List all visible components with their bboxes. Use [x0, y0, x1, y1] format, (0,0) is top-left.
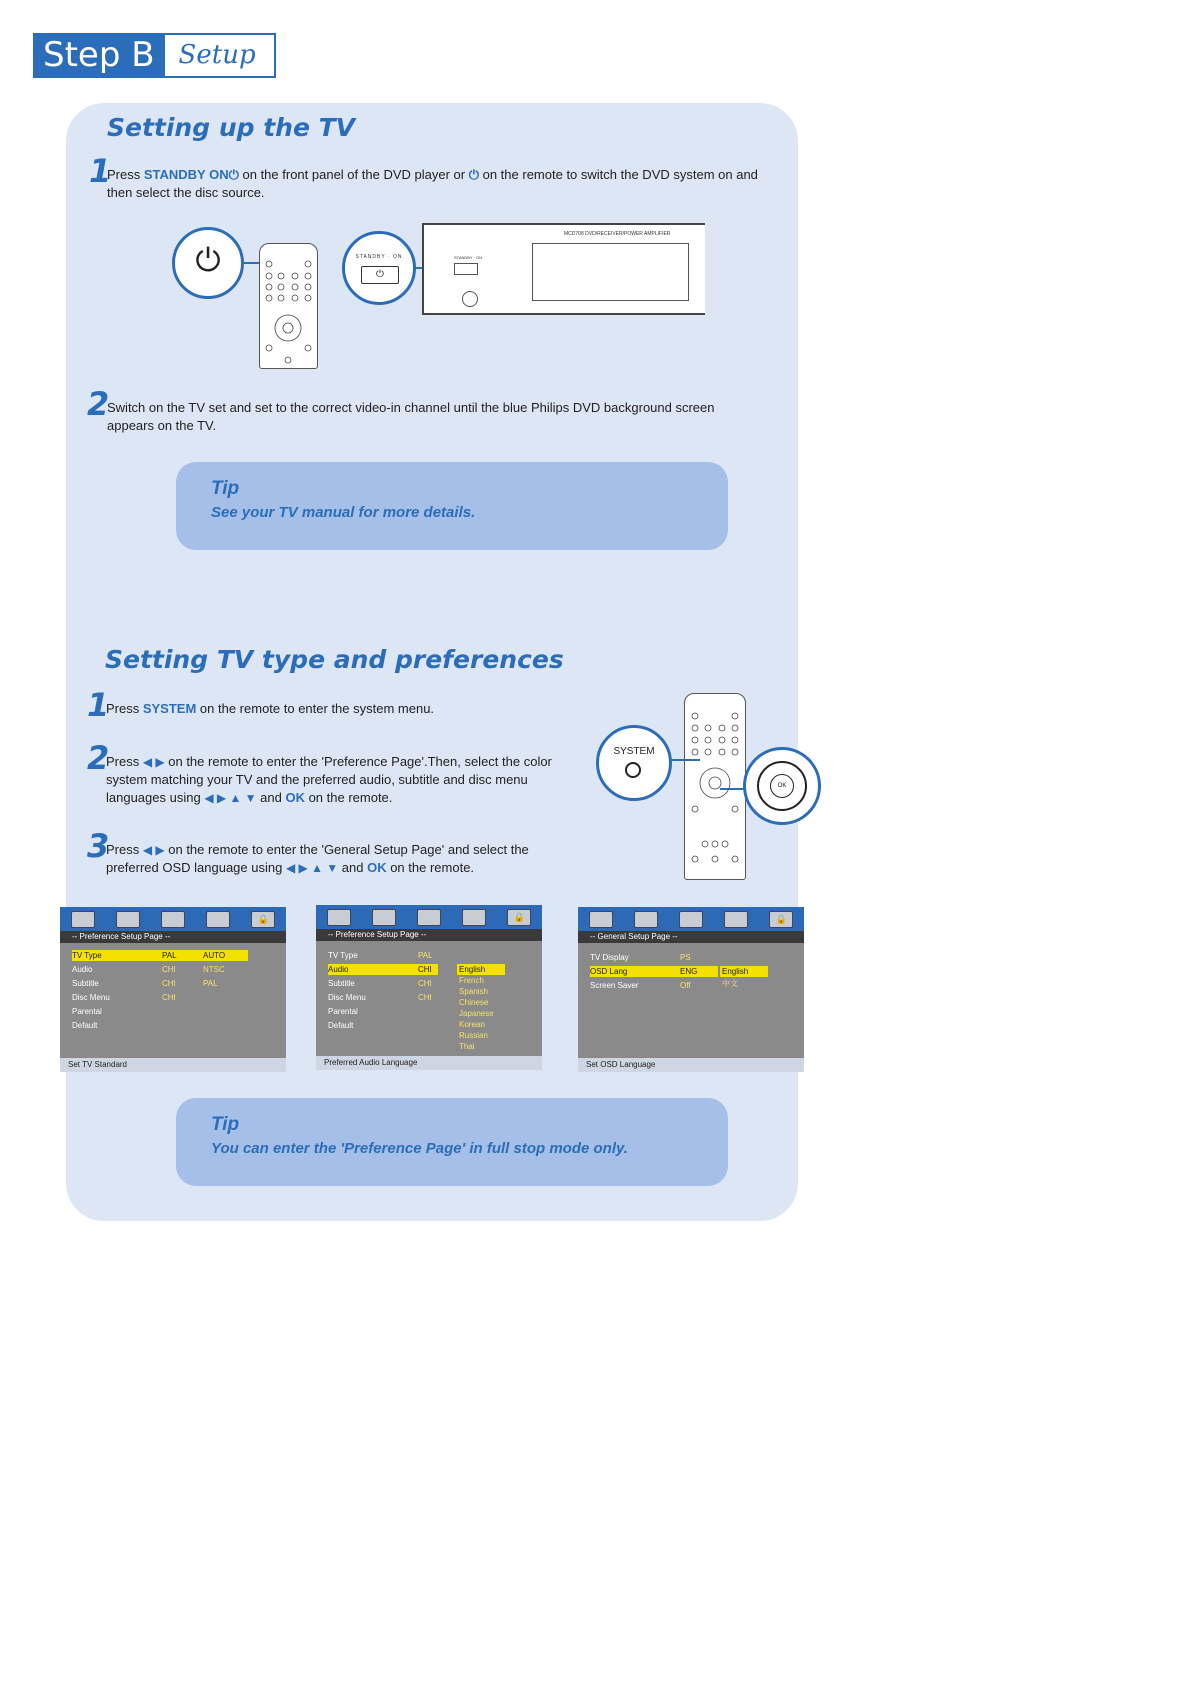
arrow-keys-icon: ◀ ▶ ▲ ▼ — [285, 861, 339, 875]
step-label: Step B — [33, 33, 165, 78]
system-button-icon — [625, 762, 641, 778]
section1-step1-number: 1 — [89, 152, 112, 190]
power-icon: ⏻ — [195, 242, 221, 278]
connector-line — [670, 759, 700, 761]
osd-preference-page: 🔒 -- Preference Setup Page -- TV Type PAL AUTO Audio CHI NTSC Subtitle CHI PAL Disc Menu CHI Parental Default Set TV Standard — [60, 907, 286, 1072]
general-setup-icon — [589, 911, 613, 928]
arrow-keys-icon: ◀ ▶ ▲ ▼ — [204, 791, 257, 805]
step-badge — [33, 33, 276, 78]
tip-box-1 — [176, 462, 728, 550]
remote-buttons-icon — [685, 694, 745, 879]
video-setup-icon — [417, 909, 441, 926]
osd-general-setup-page: 🔒 -- General Setup Page -- TV Display PS OSD Lang ENG English Screen Saver Off 中文 Set OSD Language — [578, 907, 804, 1072]
standby-button: ⏻ — [361, 266, 399, 284]
connector-line — [720, 788, 746, 790]
display-window — [532, 243, 689, 301]
section2-step3-number: 3 — [87, 827, 110, 865]
tip-box-2 — [176, 1098, 728, 1186]
system-button-zoom: SYSTEM — [596, 725, 672, 801]
arrow-keys-icon: ◀ ▶ — [142, 755, 165, 769]
ok-button-icon: OK — [770, 774, 794, 798]
section1-step2-text: Switch on the TV set and set to the correct video-in channel until the blue Philips DVD background screen appears on the TV. — [107, 400, 715, 433]
section2-step2-number: 2 — [87, 739, 110, 777]
preference-icon — [462, 909, 486, 926]
preference-icon — [724, 911, 748, 928]
ok-button-zoom — [743, 747, 821, 825]
power-icon: ⏻ — [228, 167, 239, 182]
section1-title: Setting up the TV — [107, 113, 356, 142]
video-setup-icon — [679, 911, 703, 928]
section1-step2-number: 2 — [87, 385, 110, 423]
audio-setup-icon — [116, 911, 140, 928]
tip-text: You can enter the 'Preference Page' in full stop mode only. — [211, 1140, 628, 1157]
audio-setup-icon — [372, 909, 396, 926]
osd-audio-language-page: 🔒 -- Preference Setup Page -- TV Type PAL Audio CHI Subtitle CHI Disc Menu CHI Parental Default English French Spanish Chinese Japanese Korean Russian Thai Preferred Audio Language — [316, 905, 542, 1070]
section2-step2-text: Press ◀ ▶ on the remote to enter the 'Preference Page'.Then, select the color system matching your TV and the preferred audio, subtitle and disc menu languages using ◀ ▶ ▲ ▼ and OK on the remote. — [106, 754, 552, 805]
step-section: Setup — [165, 33, 276, 78]
general-setup-icon — [71, 911, 95, 928]
remote-control-2 — [684, 693, 746, 880]
osd-iconbar — [60, 907, 286, 931]
lock-icon: 🔒 — [769, 911, 793, 928]
video-setup-icon — [161, 911, 185, 928]
dvd-player-front: MCD708 DVD/RECEIVER/POWER AMPLIFIER STANDBY · ON — [422, 223, 705, 315]
osd-iconbar — [316, 905, 542, 929]
section1-step1-text: Press STANDBY ON⏻ on the front panel of the DVD player or ⏻ on the remote to switch the DVD system on and then select the disc source. — [107, 167, 758, 200]
section2-step3-text: Press ◀ ▶ on the remote to enter the 'General Setup Page' and select the preferred OSD language using ◀ ▶ ▲ ▼ and OK on the remote. — [106, 842, 529, 875]
general-setup-icon — [327, 909, 351, 926]
lock-icon: 🔒 — [251, 911, 275, 928]
knob-icon — [462, 291, 478, 307]
system-key: SYSTEM — [142, 701, 197, 716]
tip-text: See your TV manual for more details. — [211, 504, 476, 521]
remote-buttons-icon — [260, 244, 317, 368]
section2-step1-number: 1 — [87, 686, 110, 724]
arrow-keys-icon: ◀ ▶ — [142, 843, 165, 857]
power-icon: ⏻ — [468, 167, 479, 182]
remote-power-zoom — [172, 227, 244, 299]
audio-setup-icon — [634, 911, 658, 928]
panel-standby-zoom: STANDBY · ON ⏻ — [342, 231, 416, 305]
standby-button — [454, 263, 478, 275]
preference-icon — [206, 911, 230, 928]
remote-control — [259, 243, 318, 369]
standby-key: STANDBY ON — [143, 167, 229, 182]
tip-title: Tip — [211, 478, 240, 499]
lock-icon: 🔒 — [507, 909, 531, 926]
osd-iconbar — [578, 907, 804, 931]
section2-step1-text: Press SYSTEM on the remote to enter the system menu. — [106, 701, 435, 716]
tip-title: Tip — [211, 1114, 240, 1135]
section2-title: Setting TV type and preferences — [105, 645, 564, 674]
